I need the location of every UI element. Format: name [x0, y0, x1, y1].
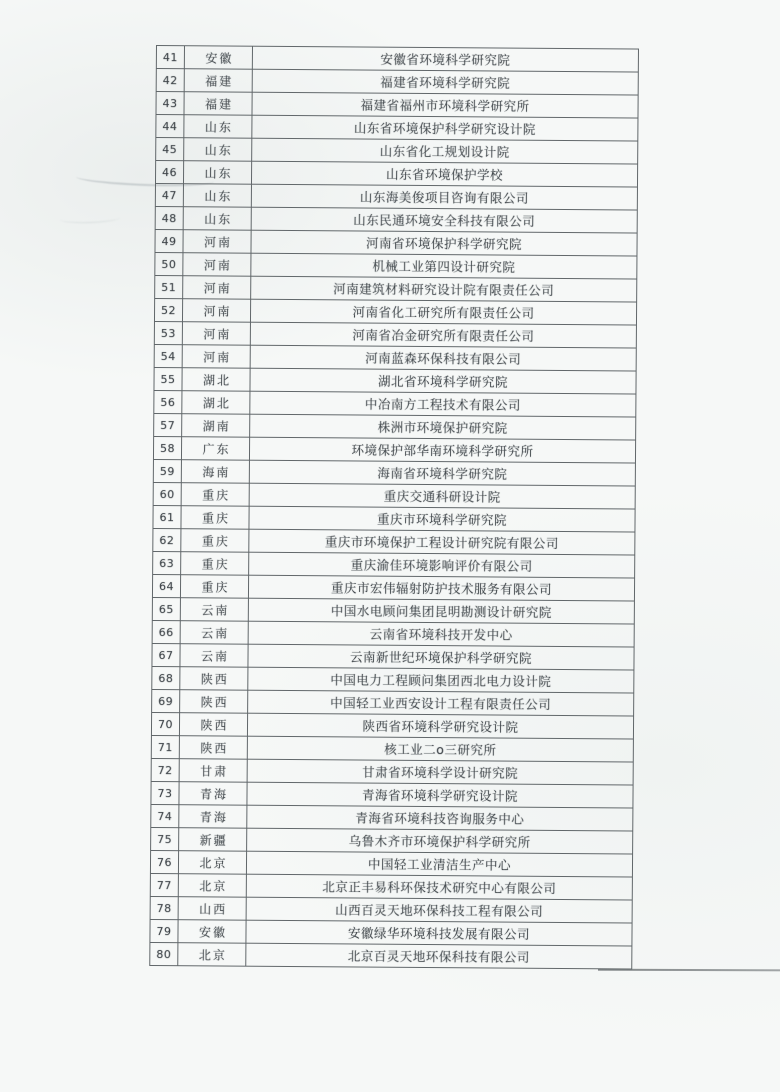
province-cell: 陕西: [180, 690, 248, 713]
row-number-cell: 64: [152, 574, 180, 597]
organization-cell: 中冶南方工程技术有限公司: [250, 391, 636, 417]
province-cell: 山东: [184, 138, 252, 161]
table-row: [150, 942, 632, 969]
province-cell: 新疆: [179, 828, 247, 851]
scan-smudge: [60, 213, 120, 224]
row-number-cell: 69: [152, 689, 180, 712]
organization-cell: 海南省环境科学研究院: [249, 460, 635, 486]
province-cell: 北京: [178, 851, 246, 874]
row-number-cell: 51: [155, 275, 183, 298]
province-cell: 山西: [178, 897, 246, 920]
province-cell: 河南: [182, 345, 250, 368]
row-number-cell: 49: [155, 229, 183, 252]
row-number-cell: 46: [155, 161, 183, 184]
row-number-cell: 43: [156, 92, 184, 115]
row-number-cell: 76: [150, 850, 178, 873]
organization-cell: 株洲市环境保护研究院: [250, 414, 636, 440]
organization-cell: 山东民通环境安全科技有限公司: [251, 207, 637, 233]
organization-cell: 青海省环境科技咨询服务中心: [247, 805, 633, 831]
province-cell: 青海: [179, 782, 247, 805]
organization-cell: 机械工业第四设计研究院: [251, 253, 637, 279]
scan-artifact-line: [598, 969, 780, 972]
province-cell: 山东: [183, 184, 251, 207]
organization-cell: 河南蓝森环保科技有限公司: [250, 345, 636, 371]
organization-cell: 湖北省环境科学研究院: [250, 368, 636, 394]
province-cell: 云南: [180, 644, 248, 667]
organization-cell: 云南省环境科技开发中心: [248, 621, 634, 647]
province-cell: 云南: [180, 598, 248, 621]
organization-cell: 重庆渝佳环境影响评价有限公司: [249, 552, 635, 578]
row-number-cell: 50: [155, 252, 183, 275]
province-cell: 重庆: [181, 552, 249, 575]
row-number-cell: 62: [153, 528, 181, 551]
province-cell: 广东: [181, 437, 249, 460]
row-number-cell: 74: [151, 804, 179, 827]
row-number-cell: 70: [151, 712, 179, 735]
province-cell: 重庆: [180, 575, 248, 598]
row-number-cell: 41: [156, 46, 184, 69]
organization-cell: 环境保护部华南环境科学研究所: [249, 437, 635, 463]
organization-cell: 重庆市环境科学研究院: [249, 506, 635, 532]
province-cell: 北京: [178, 874, 246, 897]
row-number-cell: 55: [154, 367, 182, 390]
organization-cell: 中国水电顾问集团昆明勘测设计研究院: [248, 598, 634, 624]
row-number-cell: 56: [154, 390, 182, 413]
row-number-cell: 42: [156, 69, 184, 92]
organization-cell: 福建省环境科学研究院: [252, 69, 638, 95]
organization-cell: 山东海美俊项目咨询有限公司: [251, 184, 637, 210]
organization-cell: 山东省环境保护学校: [251, 161, 637, 187]
province-cell: 河南: [183, 253, 251, 276]
organization-cell: 河南省冶金研究所有限责任公司: [250, 322, 636, 348]
organization-cell: 河南建筑材料研究设计院有限责任公司: [251, 276, 637, 302]
row-number-cell: 77: [150, 873, 178, 896]
row-number-cell: 57: [154, 413, 182, 436]
row-number-cell: 78: [150, 896, 178, 919]
row-number-cell: 48: [155, 206, 183, 229]
organization-cell: 中国轻工业清洁生产中心: [246, 851, 632, 877]
organization-cell: 北京百灵天地环保科技有限公司: [246, 943, 632, 969]
province-cell: 安徽: [178, 920, 246, 943]
row-number-cell: 58: [153, 436, 181, 459]
organization-cell: 云南新世纪环境保护科学研究院: [248, 644, 634, 670]
organization-cell: 甘肃省环境科学设计研究院: [247, 759, 633, 785]
row-number-cell: 53: [154, 321, 182, 344]
row-number-cell: 67: [152, 643, 180, 666]
organization-cell: 核工业二o三研究所: [247, 736, 633, 762]
row-number-cell: 68: [152, 666, 180, 689]
row-number-cell: 75: [151, 827, 179, 850]
row-number-cell: 73: [151, 781, 179, 804]
organization-cell: 山东省环境保护科学研究设计院: [252, 115, 638, 141]
organization-cell: 陕西省环境科学研究设计院: [247, 713, 633, 739]
province-cell: 重庆: [181, 483, 249, 506]
row-number-cell: 79: [150, 919, 178, 942]
province-cell: 青海: [179, 805, 247, 828]
province-cell: 陕西: [179, 713, 247, 736]
row-number-cell: 59: [153, 459, 181, 482]
row-number-cell: 80: [150, 942, 178, 965]
row-number-cell: 71: [151, 735, 179, 758]
organization-cell: 山西百灵天地环保科技工程有限公司: [246, 897, 632, 923]
organization-cell: 福建省福州市环境科学研究所: [252, 92, 638, 118]
province-cell: 山东: [183, 207, 251, 230]
province-cell: 福建: [184, 92, 252, 115]
row-number-cell: 44: [156, 115, 184, 138]
province-cell: 河南: [182, 322, 250, 345]
province-cell: 北京: [178, 943, 246, 966]
organization-cell: 安徽省环境科学研究院: [252, 46, 638, 72]
row-number-cell: 65: [152, 597, 180, 620]
row-number-cell: 52: [154, 298, 182, 321]
row-number-cell: 72: [151, 758, 179, 781]
row-number-cell: 54: [154, 344, 182, 367]
province-cell: 河南: [183, 230, 251, 253]
row-number-cell: 66: [152, 620, 180, 643]
organization-cell: 河南省环境保护科学研究院: [251, 230, 637, 256]
organization-cell: 重庆市环境保护工程设计研究院有限公司: [249, 529, 635, 555]
organization-table: [149, 45, 639, 970]
table-container: [149, 45, 638, 970]
province-cell: 湖北: [182, 391, 250, 414]
organization-cell: 河南省化工研究所有限责任公司: [250, 299, 636, 325]
province-cell: 安徽: [184, 46, 252, 69]
province-cell: 重庆: [181, 529, 249, 552]
organization-cell: 中国电力工程顾问集团西北电力设计院: [248, 667, 634, 693]
province-cell: 河南: [183, 276, 251, 299]
province-cell: 陕西: [179, 736, 247, 759]
row-number-cell: 60: [153, 482, 181, 505]
organization-cell: 北京正丰易科环保技术研究中心有限公司: [246, 874, 632, 900]
row-number-cell: 63: [153, 551, 181, 574]
province-cell: 云南: [180, 621, 248, 644]
province-cell: 河南: [182, 299, 250, 322]
province-cell: 陕西: [180, 667, 248, 690]
province-cell: 福建: [184, 69, 252, 92]
organization-cell: 中国轻工业西安设计工程有限责任公司: [248, 690, 634, 716]
province-cell: 甘肃: [179, 759, 247, 782]
row-number-cell: 61: [153, 505, 181, 528]
row-number-cell: 45: [156, 138, 184, 161]
organization-cell: 青海省环境科学研究设计院: [247, 782, 633, 808]
organization-cell: 重庆交通科研设计院: [249, 483, 635, 509]
table-body: [150, 46, 639, 970]
province-cell: 山东: [183, 161, 251, 184]
province-cell: 湖北: [182, 368, 250, 391]
organization-cell: 重庆市宏伟辐射防护技术服务有限公司: [248, 575, 634, 601]
province-cell: 重庆: [181, 506, 249, 529]
organization-cell: 山东省化工规划设计院: [252, 138, 638, 164]
province-cell: 湖南: [182, 414, 250, 437]
organization-cell: 安徽绿华环境科技发展有限公司: [246, 920, 632, 946]
organization-cell: 乌鲁木齐市环境保护科学研究所: [247, 828, 633, 854]
province-cell: 山东: [184, 115, 252, 138]
row-number-cell: 47: [155, 183, 183, 206]
province-cell: 海南: [181, 460, 249, 483]
